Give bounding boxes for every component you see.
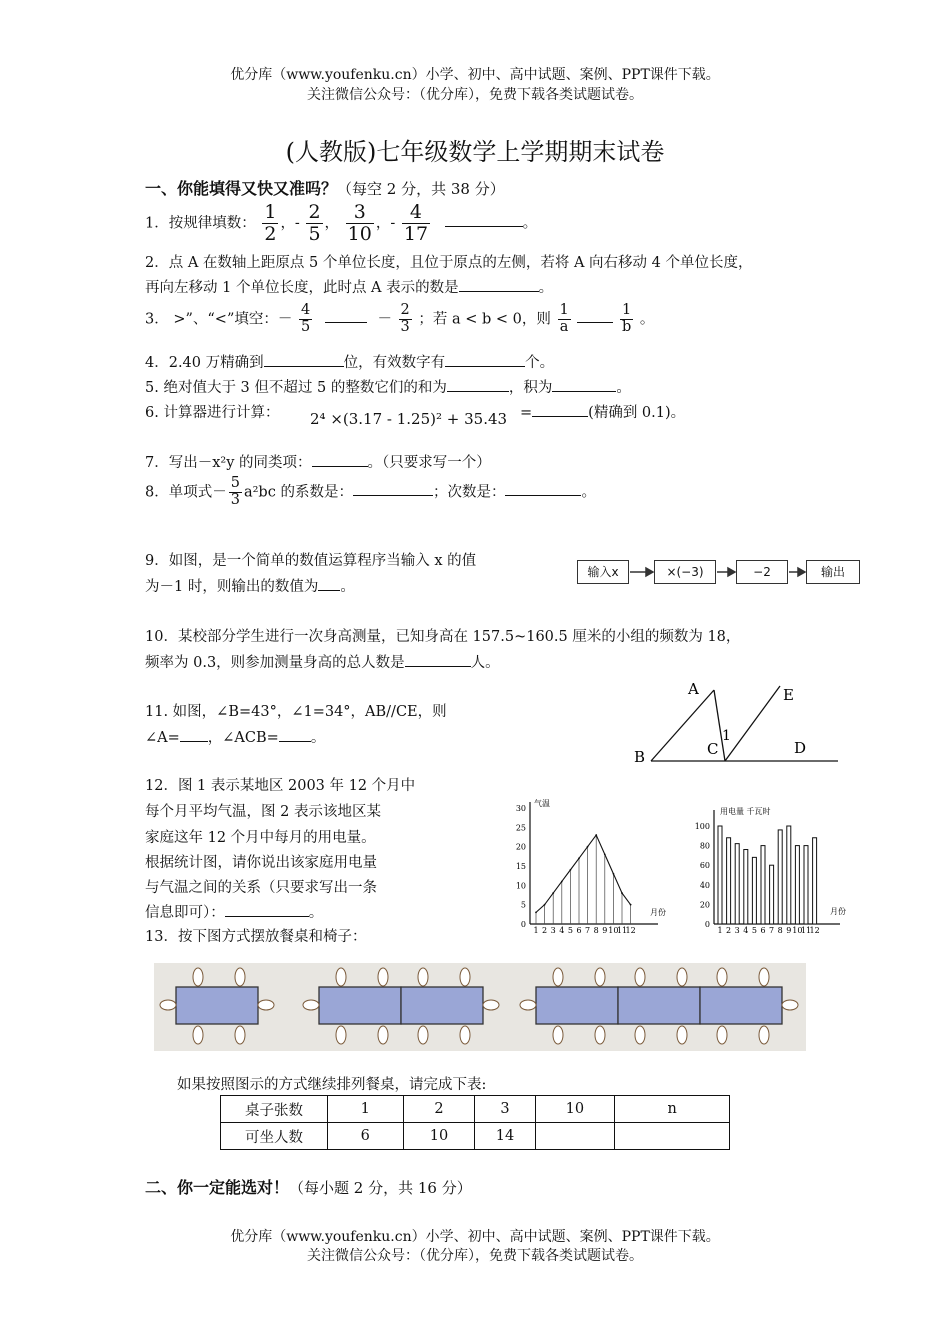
question-6-label: 6. 计算器进行计算：	[145, 405, 280, 421]
temperature-chart	[500, 796, 682, 936]
q2-text: 再向左移动 1 个单位长度，此时点 A 表示的数是	[145, 280, 459, 296]
bar	[813, 838, 817, 924]
dining-table	[618, 987, 700, 1024]
q1-suffix: 。	[522, 215, 538, 232]
y-tick-label: 20	[515, 842, 526, 852]
table-cell: 3	[475, 1096, 535, 1123]
x-tick-label: 10	[608, 926, 619, 935]
q6-blank[interactable]	[532, 402, 588, 417]
question-2-line2	[145, 276, 553, 297]
x-tick-label: 6	[576, 926, 582, 935]
flow-multiply-box: ×(−3)	[654, 560, 716, 584]
table-cell-answer[interactable]	[615, 1123, 730, 1150]
table-cell-answer[interactable]	[535, 1123, 615, 1150]
seating-table	[220, 1095, 730, 1150]
x-tick-label: 8	[593, 926, 599, 935]
y-tick-label: 25	[515, 823, 526, 833]
q3-fraction-4: $\frac{1}{b}$	[621, 302, 632, 335]
q4-blank-2[interactable]	[445, 352, 525, 367]
q9-blank[interactable]	[318, 576, 340, 591]
q8-blank-1[interactable]	[353, 481, 433, 496]
site-header-line1: 优分库（www.youfenku.cn）小学、初中、高中试题、案例、PPT课件下载。	[230, 67, 720, 83]
chair	[595, 1026, 605, 1044]
chair	[378, 968, 388, 986]
chair	[193, 1026, 203, 1044]
q4-text-c: 个。	[525, 355, 555, 371]
chair	[193, 968, 203, 986]
table-cell: 桌子张数	[221, 1096, 328, 1123]
q11-text-a: ∠A=	[145, 730, 180, 746]
table-row	[221, 1123, 730, 1150]
q10-blank[interactable]	[405, 652, 471, 667]
bar	[804, 846, 808, 924]
y-tick-label: 30	[515, 804, 526, 813]
bar	[735, 844, 739, 924]
chart-title: 气温	[534, 799, 550, 808]
q5-blank-1[interactable]	[447, 377, 509, 392]
q12-suffix: 。	[308, 905, 324, 921]
q3-compare-blank-1[interactable]	[325, 308, 367, 323]
q12-text: 信息即可）：	[145, 905, 225, 921]
dining-table	[401, 987, 483, 1024]
label-b: B	[634, 748, 646, 766]
x-tick-label: 2	[726, 926, 732, 935]
x-tick-label: 1	[533, 926, 539, 935]
chair	[553, 1026, 563, 1044]
y-tick-label: 5	[520, 900, 526, 910]
flow-subtract-box: −2	[736, 560, 788, 584]
dining-table	[176, 987, 258, 1024]
site-footer-line1: 优分库（www.youfenku.cn）小学、初中、高中试题、案例、PPT课件下载。	[230, 1229, 720, 1245]
label-angle-1: 1	[722, 728, 731, 744]
q5-text-b: ，积为	[508, 380, 553, 396]
y-tick-label: 0	[704, 920, 710, 929]
chair	[336, 1026, 346, 1044]
q1-fraction-1: $\frac{1}{2}$	[264, 201, 277, 245]
x-tick-label: 9	[786, 926, 792, 935]
chair	[595, 968, 605, 986]
section1-note: （每空 2 分，共 38 分）	[337, 180, 505, 198]
q6-answer	[520, 401, 685, 422]
chair	[553, 968, 563, 986]
chair	[717, 968, 727, 986]
question-9-line2	[145, 575, 355, 596]
q11-blank-1[interactable]	[180, 727, 208, 742]
q2-suffix: 。	[538, 280, 554, 296]
label-d: D	[794, 739, 807, 757]
q12-line3: 家庭这年 12 个月中每月的用电量。	[145, 830, 376, 846]
x-tick-label: 5	[751, 926, 757, 935]
q1-sign-4: ，-	[375, 215, 396, 232]
chair	[258, 1000, 274, 1010]
x-tick-label: 5	[567, 926, 573, 935]
y-tick-label: 20	[699, 900, 710, 910]
q12-line2: 每个月平均气温，图 2 表示该地区某	[145, 804, 381, 820]
bar	[795, 846, 799, 924]
page-title: (人教版)七年级数学上学期期末试卷	[285, 138, 665, 166]
x-axis-label: 月份	[830, 907, 846, 916]
bar	[718, 826, 722, 924]
x-tick-label: 4	[743, 926, 749, 935]
bar	[778, 830, 782, 924]
chair	[235, 968, 245, 986]
bar	[770, 865, 774, 924]
chair	[677, 1026, 687, 1044]
q1-fraction-3: $\frac{3}{10}$	[347, 201, 372, 245]
chair	[336, 968, 346, 986]
chair	[483, 1000, 499, 1010]
x-tick-label: 2	[542, 926, 548, 935]
y-tick-label: 15	[515, 862, 526, 871]
segment-ab	[651, 690, 714, 761]
question-7	[145, 451, 491, 472]
table-cell: 10	[403, 1123, 475, 1150]
section2-heading	[145, 1175, 472, 1198]
q12-line5: 与气温之间的关系（只要求写出一条	[145, 880, 377, 896]
question-11-line1: 11. 如图，∠B=43°，∠1=34°，AB//CE，则	[145, 704, 447, 720]
q12-line1: 12．图 1 表示某地区 2003 年 12 个月中	[145, 778, 416, 794]
chair	[160, 1000, 176, 1010]
q8-text-b: a²bc 的系数是：	[243, 484, 353, 501]
q3-prefix: 3． >”、“<”填空：－	[145, 311, 293, 328]
chair	[235, 1026, 245, 1044]
chair	[635, 968, 645, 986]
section2-heading-text: 二、你一定能选对！	[145, 1178, 290, 1197]
chair	[677, 968, 687, 986]
chart-title: 用电量 千瓦时	[720, 807, 771, 816]
q2-answer-blank[interactable]	[459, 277, 539, 292]
x-tick-label: 10	[792, 926, 803, 935]
x-tick-label: 6	[760, 926, 766, 935]
q1-fraction-4: $\frac{4}{17}$	[403, 201, 429, 245]
label-e: E	[783, 686, 794, 704]
q1-fraction-2: $\frac{2}{5}$	[308, 201, 321, 245]
q5-text-a: 5. 绝对值大于 3 但不超过 5 的整数它们的和为	[145, 380, 447, 396]
q6-equals: =	[520, 405, 533, 421]
q5-blank-2[interactable]	[552, 377, 616, 392]
section1-heading	[145, 176, 505, 199]
x-tick-label: 4	[559, 926, 565, 935]
question-1	[145, 202, 537, 245]
y-tick-label: 40	[699, 880, 710, 890]
chair	[303, 1000, 319, 1010]
table-cell: 6	[327, 1123, 403, 1150]
q6-note: (精确到 0.1)。	[588, 405, 686, 421]
question-5	[145, 376, 631, 397]
q4-blank-1[interactable]	[264, 352, 344, 367]
table-row	[221, 1096, 730, 1123]
chair	[418, 968, 428, 986]
q6-expression: 2⁴ ×(3.17 - 1.25)² + 35.43	[310, 410, 508, 428]
flow-output-box: 输出	[806, 560, 860, 584]
dining-table	[700, 987, 782, 1024]
q8-text-c: ；次数是：	[432, 484, 506, 501]
q7-text-b: 。（只要求写一个）	[367, 455, 491, 471]
chair	[635, 1026, 645, 1044]
question-2-line1: 2．点 A 在数轴上距原点 5 个单位长度，且位于原点的左侧，若将 A 向右移动 4 个单位长度，	[145, 255, 753, 271]
y-tick-label: 60	[699, 861, 710, 871]
table-cell: 1	[327, 1096, 403, 1123]
x-tick-label: 3	[550, 926, 556, 935]
x-tick-label: 11	[616, 926, 628, 935]
table-cell: 14	[475, 1123, 535, 1150]
dining-table	[536, 987, 618, 1024]
flow-input-box: 输入x	[577, 560, 629, 584]
bar	[727, 838, 731, 924]
question-13: 13．按下图方式摆放餐桌和椅子：	[145, 929, 367, 945]
q1-prefix: 1．按规律填数：	[145, 215, 256, 232]
table-cell: 10	[535, 1096, 615, 1123]
x-tick-label: 12	[625, 926, 636, 935]
q9-text: 为－1 时，则输出的数值为	[145, 579, 319, 595]
flow-arrows	[577, 559, 859, 587]
q12-line6	[145, 901, 323, 922]
chair	[460, 1026, 470, 1044]
q9-suffix: 。	[340, 579, 355, 595]
section2-note: （每小题 2 分，共 16 分）	[289, 1179, 472, 1197]
label-a: A	[688, 680, 699, 698]
q11-geometry-figure	[630, 678, 845, 773]
section1-heading-text: 一、你能填得又快又准吗？	[145, 179, 338, 198]
y-tick-label: 80	[699, 841, 710, 851]
tables-chairs-figure	[154, 963, 806, 1051]
x-tick-label: 12	[809, 926, 820, 935]
x-tick-label: 7	[769, 926, 775, 935]
q12-line4: 根据统计图，请你说出该家庭用电量	[145, 855, 377, 871]
q3-fraction-3: $\frac{1}{a}$	[559, 302, 569, 335]
q8-text-d: 。	[581, 484, 596, 501]
segment-ce	[725, 686, 780, 761]
q9-flowchart	[577, 559, 859, 587]
label-c: C	[707, 740, 719, 758]
q3-suffix: 。	[639, 311, 655, 328]
y-tick-label: 10	[515, 881, 526, 891]
dining-table	[319, 987, 401, 1024]
q1-answer-blank[interactable]	[445, 212, 523, 227]
question-11-line2	[145, 726, 325, 747]
question-3	[145, 303, 654, 336]
x-tick-label: 3	[734, 926, 740, 935]
q11-blank-2[interactable]	[279, 727, 311, 742]
q4-text-a: 4．2.40 万精确到	[145, 355, 264, 371]
x-tick-label: 11	[800, 926, 812, 935]
q10-suffix: 人。	[470, 655, 500, 671]
chair	[759, 968, 769, 986]
q7-blank[interactable]	[312, 452, 368, 467]
x-tick-label: 1	[717, 926, 723, 935]
bar	[744, 850, 748, 924]
question-8	[145, 476, 596, 509]
table-cell: n	[615, 1096, 730, 1123]
q3-compare-blank-2[interactable]	[577, 308, 613, 323]
q1-sign-2: ，-	[280, 215, 300, 232]
q8-blank-2[interactable]	[505, 481, 581, 496]
q5-text-c: 。	[616, 380, 631, 396]
q12-blank[interactable]	[225, 902, 309, 917]
chair	[717, 1026, 727, 1044]
y-tick-label: 0	[520, 920, 526, 929]
bar	[752, 857, 756, 924]
q11-text-c: 。	[310, 730, 326, 746]
chair	[418, 1026, 428, 1044]
chair	[378, 1026, 388, 1044]
chair	[460, 968, 470, 986]
bar	[761, 846, 765, 924]
table-cell: 可坐人数	[221, 1123, 328, 1150]
q3-minus: －	[377, 311, 392, 328]
q3-fraction-2: $\frac{2}{3}$	[400, 302, 410, 335]
q11-text-b: ，∠ACB=	[207, 730, 279, 746]
x-axis-label: 月份	[650, 908, 666, 917]
table-cell: 2	[403, 1096, 475, 1123]
site-header-line2: 关注微信公众号：（优分库），免费下载各类试题试卷。	[307, 87, 643, 103]
q4-text-b: 位，有效数字有	[343, 355, 446, 371]
q8-text-a: 8．单项式－	[145, 484, 227, 501]
chair	[782, 1000, 798, 1010]
y-tick-label: 100	[694, 822, 710, 831]
question-4	[145, 351, 554, 372]
q3-fraction-1: $\frac{4}{5}$	[300, 302, 311, 335]
q8-fraction: $\frac{5}{3}$	[230, 475, 240, 508]
bar	[787, 826, 791, 924]
x-tick-label: 7	[585, 926, 591, 935]
electricity-chart	[690, 800, 860, 936]
chair	[759, 1026, 769, 1044]
q13-instruction: 如果按照图示的方式继续排列餐桌，请完成下表:	[177, 1077, 487, 1093]
chair	[520, 1000, 536, 1010]
question-10-line2	[145, 651, 500, 672]
q10-text: 频率为 0.3，则参加测量身高的总人数是	[145, 655, 405, 671]
x-tick-label: 8	[777, 926, 783, 935]
q3-condition: ；若 a < b < 0，则	[418, 311, 551, 328]
question-9-line1: 9．如图，是一个简单的数值运算程序当输入 x 的值	[145, 553, 477, 569]
temperature-line	[536, 835, 631, 912]
site-footer-line2: 关注微信公众号：（优分库），免费下载各类试题试卷。	[307, 1248, 643, 1264]
q7-text-a: 7．写出－x²y 的同类项：	[145, 455, 312, 471]
q1-sign-3: ，	[324, 215, 340, 232]
x-tick-label: 9	[602, 926, 608, 935]
question-10-line1: 10．某校部分学生进行一次身高测量，已知身高在 157.5~160.5 厘米的小组的频数为 18，	[145, 629, 741, 645]
